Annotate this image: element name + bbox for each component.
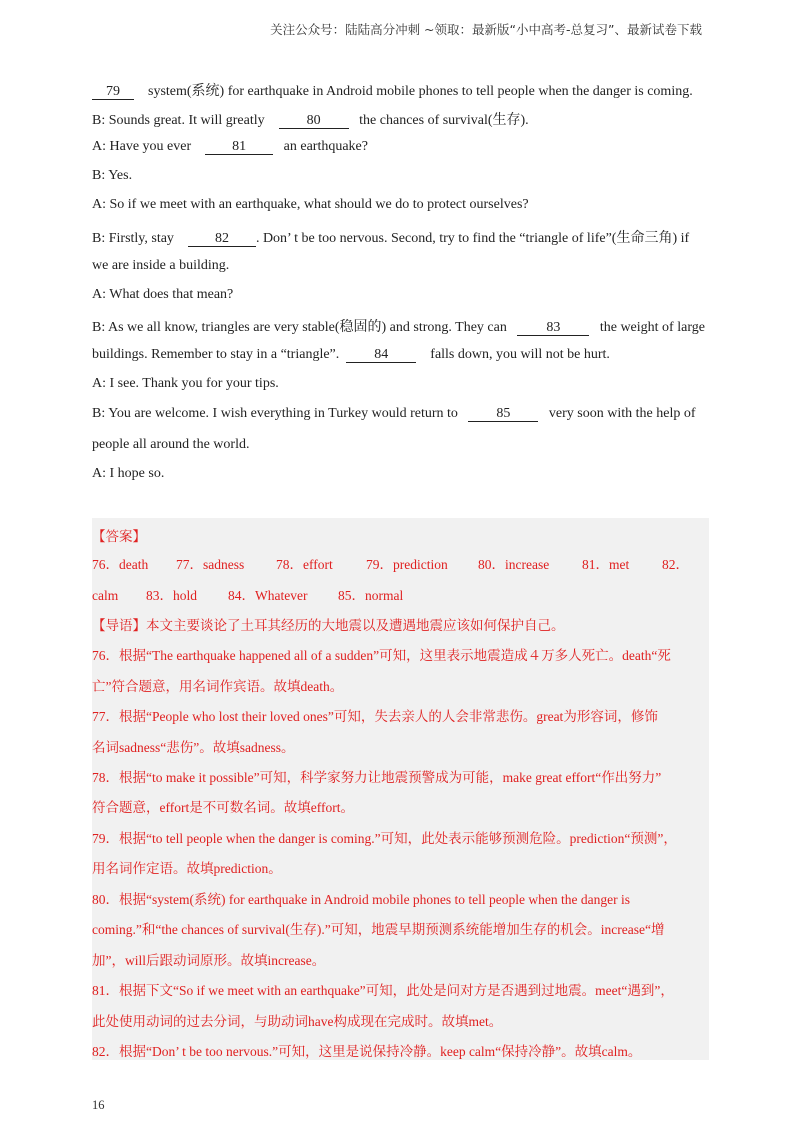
explanation-77-line-1: 77．根据“People who lost their loved ones”可知，失去亲人的人会非常悲伤。great为形容词，修饰 xyxy=(92,709,658,724)
explanation-82-line-1: 82．根据“Don’ t be too nervous.”可知，这里是说保持冷静。keep calm“保持冷静”。故填calm。 xyxy=(92,1044,642,1059)
explanation-76-line-2: 亡”符合题意，用名词作宾语。故填death。 xyxy=(92,679,344,694)
explanation-78-line-2: 符合题意，effort是不可数名词。故填effort。 xyxy=(92,800,354,815)
explanation-80-line-2: coming.”和“the chances of survival(生存).”可知，地震早期预测系统能增加生存的机会。increase“增 xyxy=(92,922,665,937)
dialogue-line-2: B: Sounds great. It will greatly 80 the chances of survival(生存). xyxy=(92,113,529,128)
explanation-79-line-2: 用名词作定语。故填prediction。 xyxy=(92,861,282,876)
answer-section xyxy=(92,518,709,1060)
blank-84: 84 xyxy=(346,347,416,363)
explanation-81-line-1: 81．根据下文“So if we meet with an earthquake”可知，此处是问对方是否遇到过地震。meet“遇到”， xyxy=(92,983,674,998)
explanation-77-line-2: 名词sadness“悲伤”。故填sadness。 xyxy=(92,740,295,755)
dialogue-line-1: 79 system(系统) for earthquake in Android mobile phones to tell people when the danger is coming. xyxy=(92,80,693,100)
blank-81: 81 xyxy=(205,139,273,155)
dialogue-line-4: B: Yes. xyxy=(92,168,133,183)
blank-83: 83 xyxy=(517,320,589,336)
dialogue-line-6: B: Firstly, stay 82 . Don’ t be too nervous. Second, try to find the “triangle of life”(生命三角) if xyxy=(92,231,690,246)
explanation-80-line-3: 加”，will后跟动词原形。故填increase。 xyxy=(92,953,326,968)
blank-79: 79 xyxy=(92,84,134,100)
answer-row-2: calm 83．hold 84．Whatever 85．normal xyxy=(92,588,404,603)
dialogue-line-9: B: As we all know, triangles are very stable(稳固的) and strong. They can 83 the weight of large xyxy=(92,320,705,335)
dialogue-line-10: buildings. Remember to stay in a “triangle”. 84 falls down, you will not be hurt. xyxy=(92,347,610,362)
blank-82: 82 xyxy=(188,231,256,247)
page-header: 关注公众号：陆陆高分冲刺 ~领取：最新版“小中高考-总复习”、最新试卷下载 xyxy=(270,22,702,37)
explanation-80-line-1: 80．根据“system(系统) for earthquake in Android mobile phones to tell people when the danger is xyxy=(92,892,631,907)
answer-row-1: 76．death 77．sadness 78．effort 79．prediction 80．increase 81．met 82． xyxy=(92,557,689,572)
dialogue-line-3: A: Have you ever 81 an earthquake? xyxy=(92,139,368,154)
explanation-76-line-1: 76．根据“The earthquake happened all of a sudden”可知，这里表示地震造成４万多人死亡。death“死 xyxy=(92,648,671,663)
blank-80: 80 xyxy=(279,113,349,129)
dialogue-line-7: we are inside a building. xyxy=(92,258,230,273)
page-number: 16 xyxy=(92,1098,105,1112)
guide-text: 【导语】本文主要谈论了土耳其经历的大地震以及遭遇地震应该如何保护自己。 xyxy=(92,618,565,633)
dialogue-line-11: A: I see. Thank you for your tips. xyxy=(92,376,279,391)
dialogue-line-12: B: You are welcome. I wish everything in Turkey would return to 85 very soon with the help of xyxy=(92,406,696,421)
dialogue-line-8: A: What does that mean? xyxy=(92,287,234,302)
dialogue-line-5: A: So if we meet with an earthquake, what should we do to protect ourselves? xyxy=(92,197,529,212)
blank-85: 85 xyxy=(468,406,538,422)
answer-heading: 【答案】 xyxy=(92,529,146,544)
dialogue-line-14: A: I hope so. xyxy=(92,466,165,481)
explanation-79-line-1: 79．根据“to tell people when the danger is coming.”可知，此处表示能够预测危险。prediction“预测”， xyxy=(92,831,677,846)
explanation-81-line-2: 此处使用动词的过去分词，与助动词have构成现在完成时。故填met。 xyxy=(92,1014,503,1029)
dialogue-line-13: people all around the world. xyxy=(92,437,250,452)
explanation-78-line-1: 78．根据“to make it possible”可知，科学家努力让地震预警成为可能，make great effort“作出努力” xyxy=(92,770,662,785)
